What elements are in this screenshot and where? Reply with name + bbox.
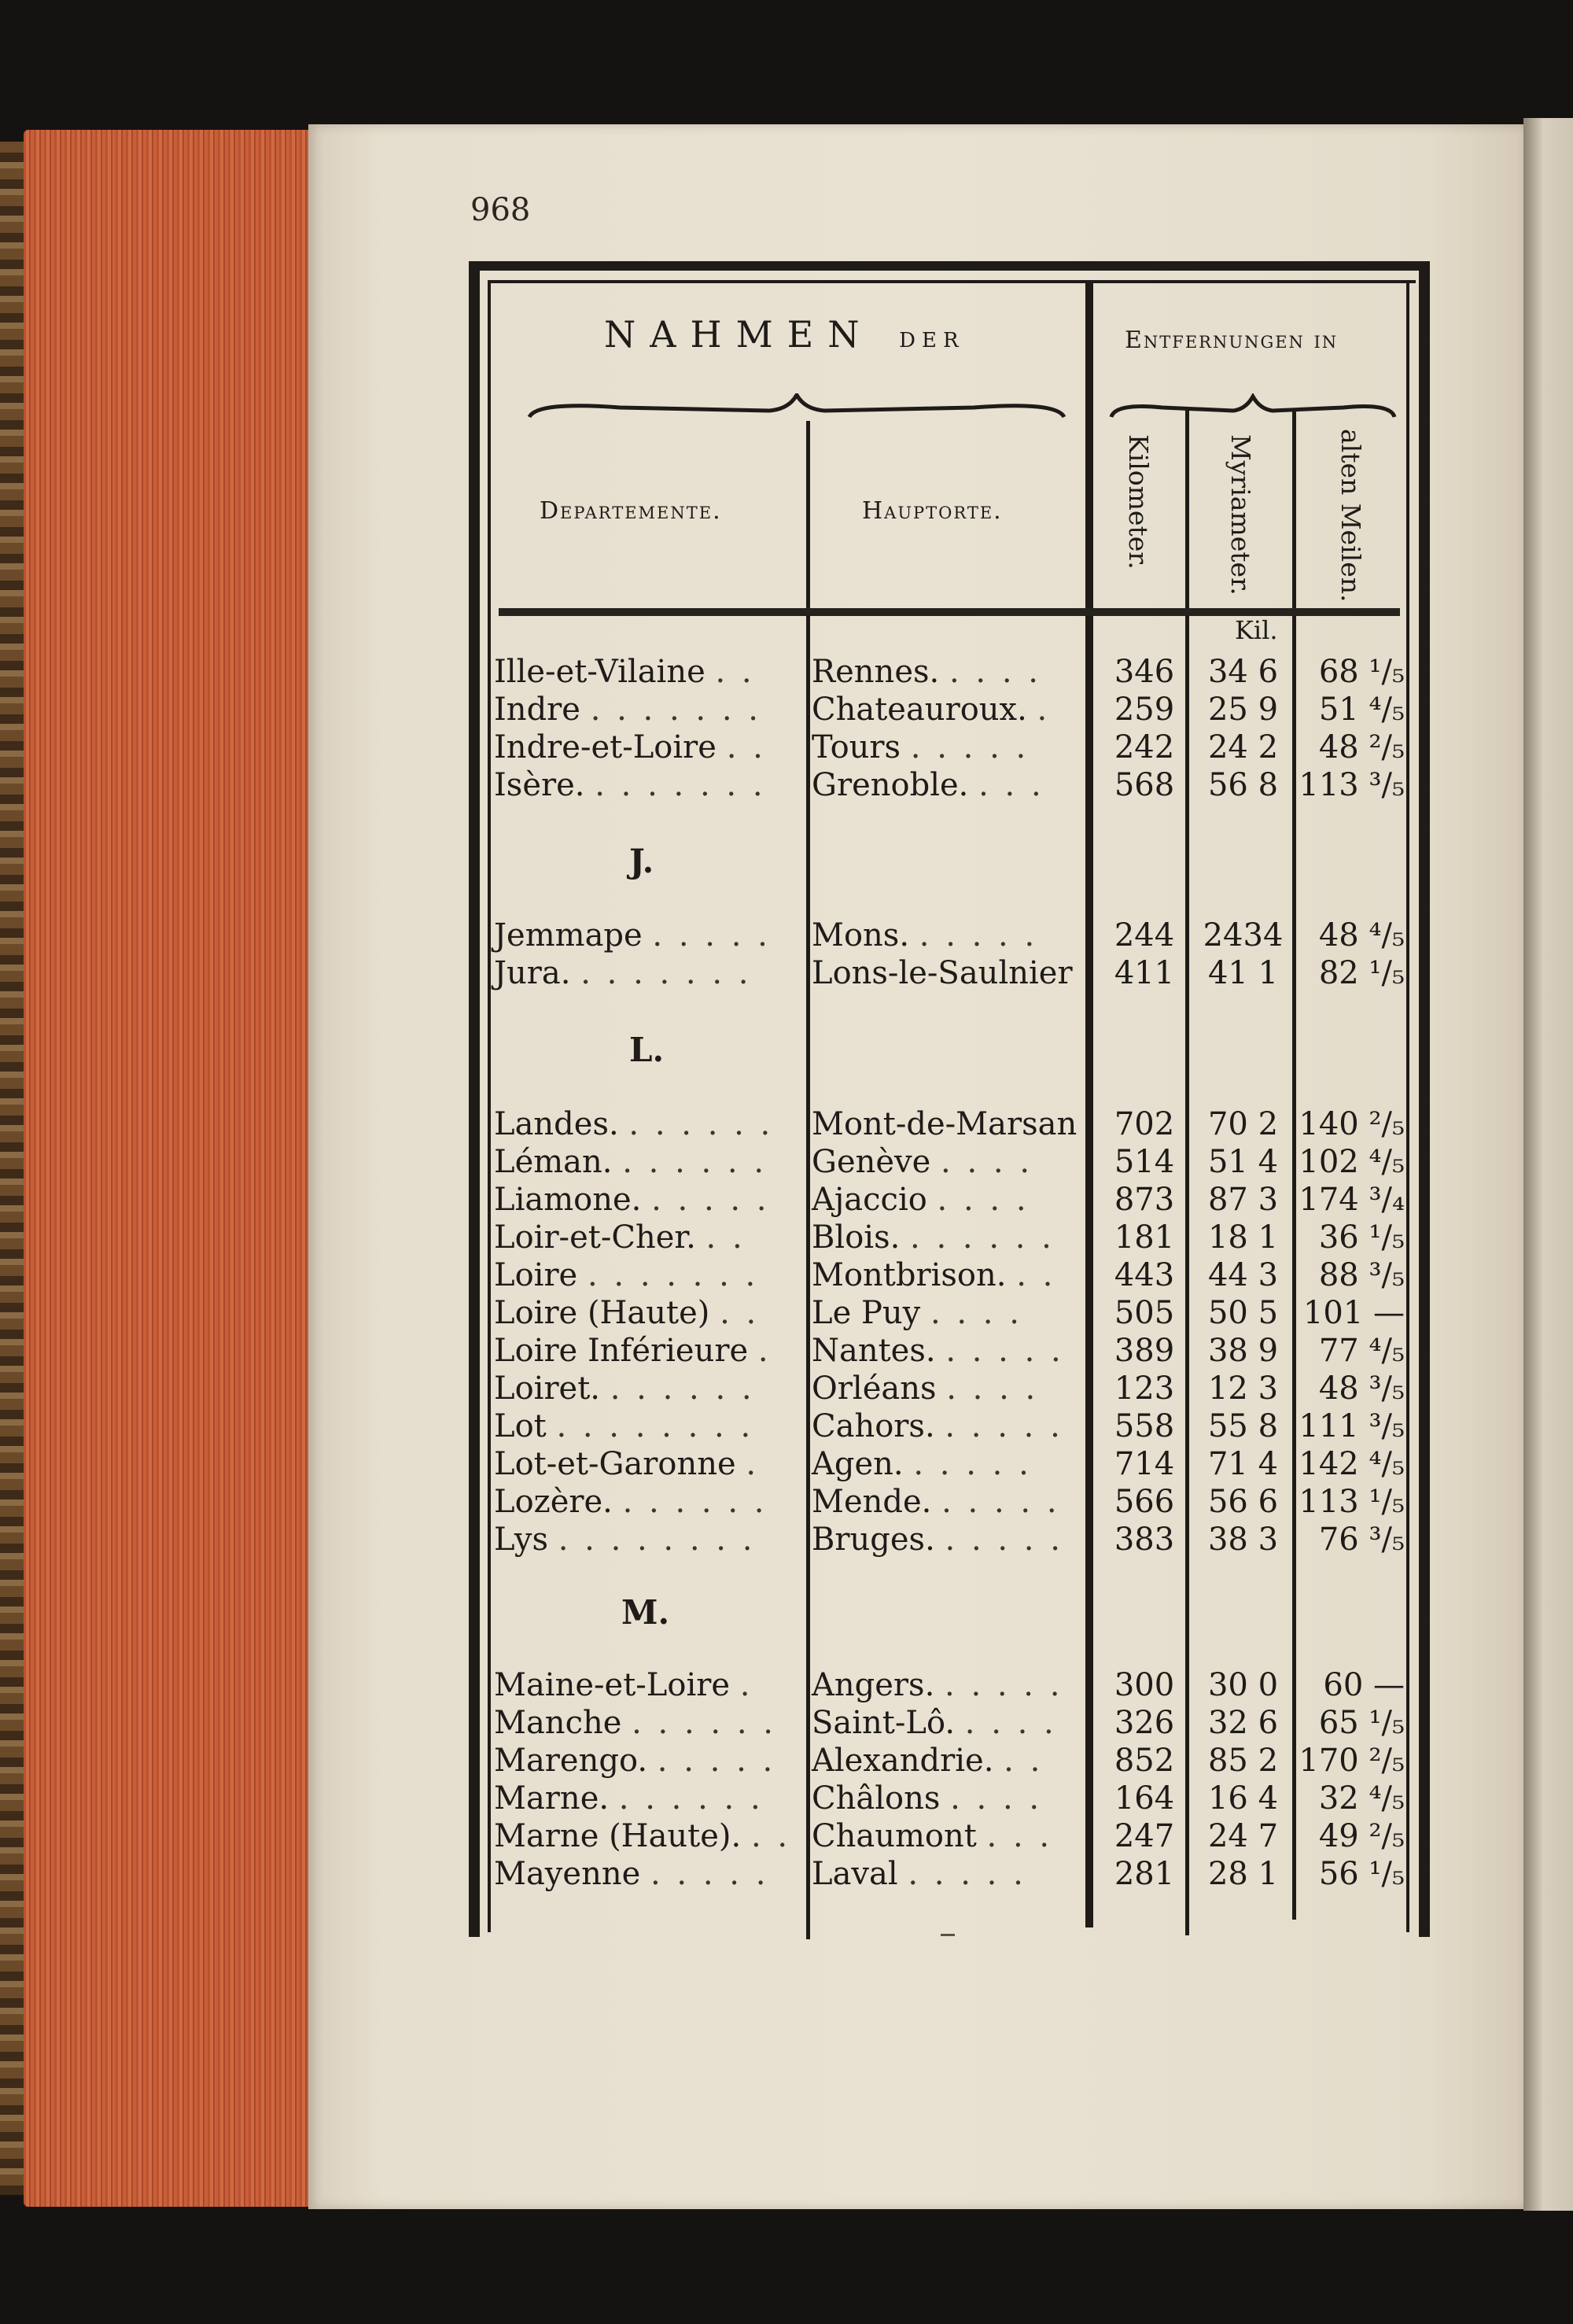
table-row [0, 954, 1573, 992]
department-name: Jemmape . . . . . [494, 917, 771, 954]
table-row [0, 1855, 1573, 1893]
capital-town: Rennes. . . . . [812, 654, 1041, 690]
capital-town: Montbrison. . . [812, 1257, 1056, 1293]
department-name: Marne (Haute). . . [494, 1818, 791, 1854]
department-name: Liamone. . . . . . [494, 1182, 770, 1218]
capital-town: Tours . . . . . [812, 729, 1030, 765]
distance-myriameter: 12 3 [1207, 1370, 1279, 1407]
distance-kilometer: 702 [1114, 1106, 1175, 1142]
distance-myriameter: 24 2 [1207, 729, 1279, 765]
table-row [0, 1370, 1573, 1407]
department-name: Indre-et-Loire . . [494, 729, 766, 765]
distance-kilometer: 873 [1114, 1182, 1175, 1218]
header-myriameter: Myriameter. [1225, 434, 1256, 596]
table-row [0, 1219, 1573, 1256]
header-nahmen-text: NAHMEN [604, 313, 874, 356]
table-row [0, 766, 1573, 804]
distance-old-miles: 82 ¹/₅ [1318, 955, 1405, 991]
distance-old-miles: 68 ¹/₅ [1318, 654, 1405, 690]
capital-town: Bruges. . . . . . [812, 1522, 1063, 1558]
distance-myriameter: 56 8 [1207, 767, 1279, 803]
capital-town: Grenoble. . . . [812, 767, 1044, 803]
department-name: Loire (Haute) . . [494, 1295, 760, 1331]
distance-myriameter: 55 8 [1207, 1408, 1279, 1444]
department-name: Lys . . . . . . . . [494, 1522, 756, 1558]
distance-old-miles: 140 ²/₅ [1299, 1106, 1405, 1142]
footer-mark [941, 1934, 955, 1936]
table-row [0, 653, 1573, 691]
distance-myriameter: 41 1 [1207, 955, 1279, 991]
distance-old-miles: 170 ²/₅ [1299, 1743, 1405, 1779]
table-row [0, 1742, 1573, 1780]
capital-town: Nantes. . . . . . [812, 1333, 1064, 1369]
distance-kilometer: 568 [1114, 767, 1175, 803]
department-name: Mayenne . . . . . [494, 1856, 769, 1892]
department-name: Jura. . . . . . . . [494, 955, 752, 991]
distance-old-miles: 88 ³/₅ [1318, 1257, 1405, 1293]
table-row [0, 1704, 1573, 1742]
department-name: Marengo. . . . . . [494, 1743, 776, 1779]
distance-myriameter: 32 6 [1207, 1705, 1279, 1741]
distance-old-miles: 36 ¹/₅ [1318, 1219, 1405, 1256]
capital-town: Blois. . . . . . . [812, 1219, 1055, 1256]
table-frame-inner-top [488, 280, 1416, 283]
distance-old-miles: 101 — [1302, 1295, 1405, 1331]
distance-old-miles: 48 ⁴/₅ [1318, 917, 1405, 954]
distance-old-miles: 174 ³/₄ [1299, 1182, 1405, 1218]
table-row [0, 729, 1573, 766]
section-letter: J. [629, 842, 654, 880]
capital-town: Laval . . . . . [812, 1856, 1026, 1892]
distance-old-miles: 65 ¹/₅ [1318, 1705, 1405, 1741]
distance-kilometer: 247 [1114, 1818, 1175, 1854]
table-row [0, 1143, 1573, 1181]
department-name: Manche . . . . . . [494, 1705, 776, 1741]
department-name: Loiret. . . . . . . [494, 1370, 755, 1407]
distance-myriameter: 51 4 [1207, 1144, 1279, 1180]
header-departemente: Departemente. [540, 497, 722, 525]
distance-myriameter: 71 4 [1207, 1446, 1279, 1482]
distance-kilometer: 259 [1114, 692, 1175, 728]
distance-kilometer: 389 [1114, 1333, 1175, 1369]
distance-kilometer: 558 [1114, 1408, 1175, 1444]
distance-myriameter: 38 3 [1207, 1522, 1279, 1558]
table-row [0, 691, 1573, 729]
distance-kilometer: 242 [1114, 729, 1175, 765]
distance-kilometer: 514 [1114, 1144, 1175, 1180]
header-kil: Kil. [1235, 615, 1278, 645]
capital-town: Saint-Lô. . . . . [812, 1705, 1057, 1741]
distance-kilometer: 281 [1114, 1856, 1175, 1892]
distance-old-miles: 76 ³/₅ [1318, 1522, 1405, 1558]
distance-kilometer: 411 [1114, 955, 1175, 991]
distance-old-miles: 56 ¹/₅ [1318, 1856, 1405, 1892]
table-row [0, 1256, 1573, 1294]
capital-town: Châlons . . . . [812, 1780, 1043, 1817]
department-name: Lot . . . . . . . . [494, 1408, 754, 1444]
distance-old-miles: 48 ³/₅ [1318, 1370, 1405, 1407]
table-row [0, 1105, 1573, 1143]
department-name: Isère. . . . . . . . [494, 767, 766, 803]
distance-old-miles: 111 ³/₅ [1299, 1408, 1405, 1444]
capital-town: Mende. . . . . . [812, 1484, 1060, 1520]
table-row [0, 1817, 1573, 1855]
distance-myriameter: 34 6 [1207, 654, 1279, 690]
distance-myriameter: 18 1 [1207, 1219, 1279, 1256]
department-name: Lozère. . . . . . . [494, 1484, 768, 1520]
capital-town: Ajaccio . . . . [812, 1182, 1030, 1218]
distance-old-miles: 51 ⁴/₅ [1318, 692, 1405, 728]
department-name: Marne. . . . . . . [494, 1780, 764, 1817]
capital-town: Orléans . . . . [812, 1370, 1039, 1407]
department-name: Loir-et-Cher. . . [494, 1219, 746, 1256]
distance-old-miles: 77 ⁴/₅ [1318, 1333, 1405, 1369]
distance-myriameter: 38 9 [1207, 1333, 1279, 1369]
capital-town: Mont-de-Marsan [812, 1106, 1078, 1142]
header-alten-meilen: alten Meilen. [1335, 429, 1366, 603]
department-name: Loire Inférieure . [494, 1333, 772, 1369]
distance-old-miles: 32 ⁴/₅ [1318, 1780, 1405, 1817]
department-name: Maine-et-Loire . [494, 1667, 753, 1703]
capital-town: Alexandrie. . . [812, 1743, 1044, 1779]
distance-myriameter: 56 6 [1207, 1484, 1279, 1520]
distance-myriameter: 16 4 [1207, 1780, 1279, 1817]
table-row [0, 1407, 1573, 1445]
distance-kilometer: 300 [1114, 1667, 1175, 1703]
distance-kilometer: 714 [1114, 1446, 1175, 1482]
distance-old-miles: 49 ²/₅ [1318, 1818, 1405, 1854]
distance-myriameter: 25 9 [1207, 692, 1279, 728]
distance-myriameter: 44 3 [1207, 1257, 1279, 1293]
distance-kilometer: 505 [1114, 1295, 1175, 1331]
distance-kilometer: 443 [1114, 1257, 1175, 1293]
capital-town: Le Puy . . . . [812, 1295, 1022, 1331]
department-name: Ille-et-Vilaine . . [494, 654, 755, 690]
distance-myriameter: 2434 [1203, 917, 1284, 954]
table-row [0, 1332, 1573, 1370]
distance-myriameter: 70 2 [1207, 1106, 1279, 1142]
distance-old-miles: 113 ¹/₅ [1299, 1484, 1405, 1520]
header-hauptorte: Hauptorte. [862, 497, 1003, 525]
table-row [0, 917, 1573, 954]
department-name: Lot-et-Garonne . [494, 1446, 760, 1482]
table-row [0, 1521, 1573, 1559]
distance-myriameter: 85 2 [1207, 1743, 1279, 1779]
capital-town: Mons. . . . . . [812, 917, 1038, 954]
table-row [0, 1483, 1573, 1521]
header-der-text: DER [899, 329, 965, 352]
table-row [0, 1445, 1573, 1483]
distance-kilometer: 566 [1114, 1484, 1175, 1520]
distance-kilometer: 244 [1114, 917, 1175, 954]
table-row [0, 1294, 1573, 1332]
distance-old-miles: 48 ²/₅ [1318, 729, 1405, 765]
brace-names [525, 393, 1068, 425]
distance-kilometer: 852 [1114, 1743, 1175, 1779]
header-kilometer: Kilometer. [1123, 434, 1154, 570]
department-name: Indre . . . . . . . [494, 692, 761, 728]
table-row [0, 1780, 1573, 1817]
distance-old-miles: 113 ³/₅ [1299, 767, 1405, 803]
distance-kilometer: 326 [1114, 1705, 1175, 1741]
distance-old-miles: 102 ⁴/₅ [1299, 1144, 1405, 1180]
distance-myriameter: 24 7 [1207, 1818, 1279, 1854]
capital-town: Angers. . . . . . [812, 1667, 1063, 1703]
capital-town: Chaumont . . . [812, 1818, 1053, 1854]
table-row [0, 1666, 1573, 1704]
brace-distances [1107, 393, 1398, 425]
section-letter: M. [621, 1593, 670, 1632]
department-name: Landes. . . . . . . [494, 1106, 774, 1142]
distance-kilometer: 383 [1114, 1522, 1175, 1558]
table-row [0, 1181, 1573, 1219]
department-name: Léman. . . . . . . [494, 1144, 768, 1180]
distance-myriameter: 50 5 [1207, 1295, 1279, 1331]
distance-myriameter: 28 1 [1207, 1856, 1279, 1892]
distance-kilometer: 346 [1114, 654, 1175, 690]
distance-kilometer: 181 [1114, 1219, 1175, 1256]
distance-kilometer: 123 [1114, 1370, 1175, 1407]
distance-myriameter: 87 3 [1207, 1182, 1279, 1218]
distance-old-miles: 142 ⁴/₅ [1299, 1446, 1405, 1482]
capital-town: Genève . . . . [812, 1144, 1033, 1180]
distance-old-miles: 60 — [1323, 1667, 1405, 1703]
distance-myriameter: 30 0 [1207, 1667, 1279, 1703]
capital-town: Cahors. . . . . . [812, 1408, 1063, 1444]
capital-town: Lons-le-Saulnier [812, 955, 1073, 991]
header-nahmen [604, 313, 965, 356]
capital-town: Agen. . . . . . [812, 1446, 1032, 1482]
section-letter: L. [629, 1031, 665, 1069]
page-number: 968 [470, 192, 531, 228]
distance-kilometer: 164 [1114, 1780, 1175, 1817]
capital-town: Chateauroux. . [812, 692, 1051, 728]
header-entfernungen: Entfernungen in [1125, 326, 1339, 354]
department-name: Loire . . . . . . . [494, 1257, 759, 1293]
